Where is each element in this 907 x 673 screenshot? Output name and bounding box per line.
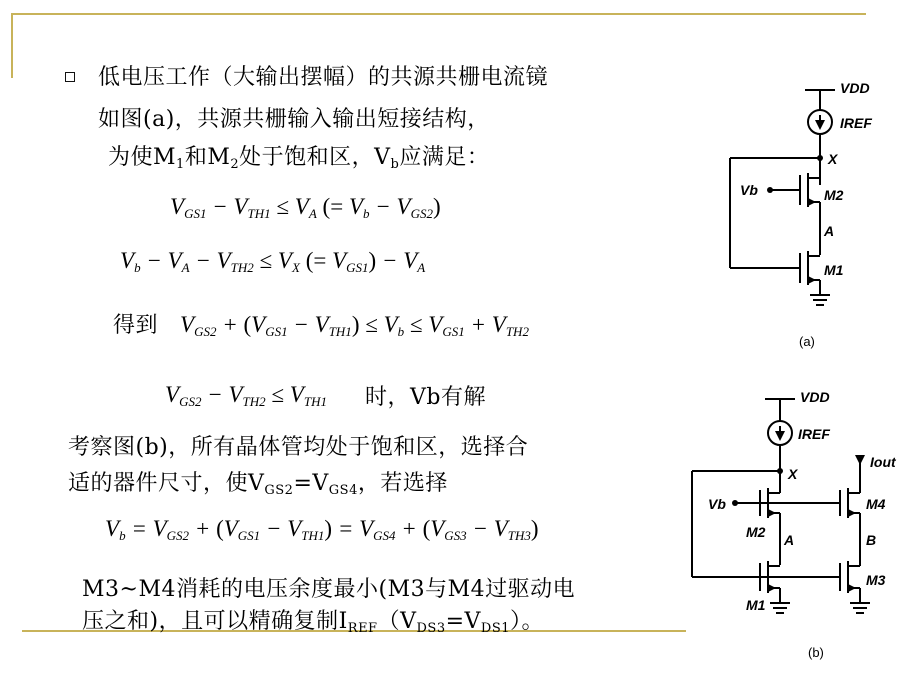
m1-label-a: M1 [824,262,844,278]
equation-3: $V_{GS2} + (V_{GS1} - V_{TH1}) \le V_b \le V_{GS1} + V_{TH2}$ [180,312,529,339]
line-1: 低电压工作（大输出摆幅）的共源共栅电流镜 [98,65,549,90]
caption-b: (b) [808,645,824,660]
vdd-label-b: VDD [800,389,830,405]
m3-label-b: M3 [866,572,886,588]
a-label-a: A [824,223,835,239]
condition-text: 时，Vb有解 [365,385,486,410]
line-6: 考察图(b)，所有晶体管均处于饱和区，选择合 [68,435,529,460]
m1-label-b: M1 [746,597,766,613]
line-7: 适的器件尺寸，使$V_{GS2}=V_{GS4}$，若选择 [68,471,448,498]
equation-5: $V_b = V_{GS2} + (V_{GS1} - V_{TH1}) = V_{GS4} + (V_{GS3} - V_{TH3})$ [105,516,539,543]
left-rule [11,14,13,78]
line-9: 压之和)，且可以精确复制$I_{REF}(V_{DS3}=V_{DS1})$。 [82,609,545,636]
circuit-b-diagram [680,385,905,670]
caption-a: (a) [799,334,815,349]
b-label-b: B [866,532,877,548]
equation-2: $V_b - V_A - V_{TH2} \le V_X$ (= $V_{GS1}) - V_A$ [120,248,426,275]
iref-label-a: IREF [840,115,872,131]
m4-label-b: M4 [866,496,886,512]
equation-1: $V_{GS1} - V_{TH1} \le V_A$ (= $V_b - V_{GS2}$) [170,194,441,221]
label-dedao: 得到 [113,313,159,338]
equation-4: $V_{GS2} - V_{TH2} \le V_{TH1}$ [165,382,327,409]
a-label-b: A [784,532,795,548]
x-label-b: X [788,466,798,482]
top-rule [11,13,866,15]
vb-label-b: Vb [708,496,726,512]
m2-label-b: M2 [746,524,766,540]
iref-label-b: IREF [798,426,830,442]
vb-label-a: Vb [740,182,758,198]
m2-label-a: M2 [824,187,844,203]
line-3: 为使$M_1$和$M_2$处于饱和区，$V_b$应满足： [108,145,490,172]
circuit-a-diagram [700,70,900,360]
iout-label-b: Iout [870,454,896,470]
line-2: 如图(a)，共源共栅输入输出短接结构， [98,107,490,132]
bullet-square-icon [65,72,75,82]
vdd-label-a: VDD [840,80,870,96]
x-label-a: X [828,151,838,167]
line-8: M3~M4消耗的电压余度最小(M3与M4过驱动电 [82,577,576,602]
